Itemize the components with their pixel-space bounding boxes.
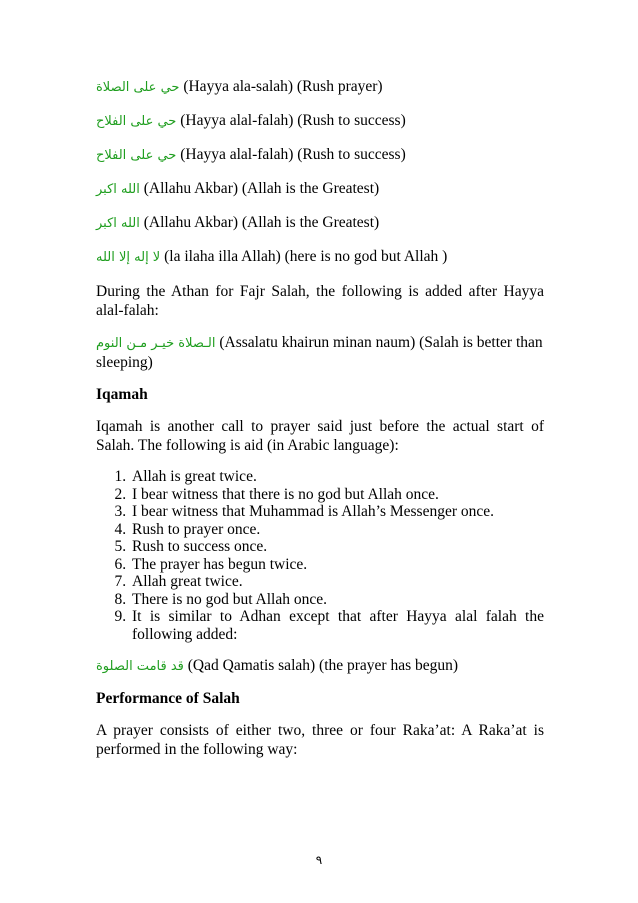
list-item: 1. Allah is great twice. (130, 468, 544, 486)
performance-heading: Performance of Salah (96, 690, 240, 707)
arabic-text: الـصلاة خيـر مـن النوم (96, 336, 216, 351)
iqamah-added-line (96, 656, 544, 676)
athan-line-2 (96, 112, 544, 131)
athan-line-4 (96, 180, 544, 199)
arabic-text: لا إله إلا الله (96, 250, 161, 265)
iqamah-heading: Iqamah (96, 386, 148, 403)
arabic-text: حي على الصلاة (96, 80, 180, 95)
athan-line-3 (96, 146, 544, 165)
transliteration-text: (Hayya alal-falah) (Rush to success) (180, 146, 406, 163)
transliteration-text: (Hayya alal-falah) (Rush to success) (180, 112, 406, 129)
list-item: 3. I bear witness that Muhammad is Allah’s Messenger once. (130, 503, 544, 521)
transliteration-text: (Allahu Akbar) (Allah is the Greatest) (143, 214, 380, 231)
fajr-addition-line (96, 333, 544, 372)
page-number: ٩ (315, 853, 323, 867)
list-item: 8. There is no god but Allah once. (130, 591, 544, 609)
fajr-note: During the Athan for Fajr Salah, the following is added after Hayya alal-falah: (96, 283, 544, 319)
arabic-text: حي على الفلاح (96, 114, 177, 129)
arabic-text: الله اكبر (96, 182, 140, 197)
list-item: 9. It is similar to Adhan except that after Hayya alal falah the following added: (130, 608, 544, 643)
transliteration-text: (Hayya ala-salah) (Rush prayer) (183, 78, 383, 95)
list-item: 5. Rush to success once. (130, 538, 544, 556)
transliteration-text: (la ilaha illa Allah) (here is no god but Allah ) (164, 248, 448, 265)
athan-line-1 (96, 78, 544, 97)
iqamah-steps-list (96, 468, 544, 643)
arabic-text: الله اكبر (96, 216, 140, 231)
list-item: 7. Allah great twice. (130, 573, 544, 591)
transliteration-text: (Qad Qamatis salah) (the prayer has begun) (187, 657, 459, 674)
performance-intro: A prayer consists of either two, three or four Raka’at: A Raka’at is performed in the following way: (96, 722, 544, 758)
iqamah-intro: Iqamah is another call to prayer said just before the actual start of Salah. The following is aid (in Arabic language): (96, 418, 544, 454)
transliteration-text: (Allahu Akbar) (Allah is the Greatest) (143, 180, 380, 197)
arabic-text: قد قامت الصلوة (96, 659, 184, 674)
list-item: 6. The prayer has begun twice. (130, 556, 544, 574)
list-item: 2. I bear witness that there is no god but Allah once. (130, 486, 544, 504)
document-page (96, 78, 544, 772)
transliteration-text: (Assalatu khairun minan naum) (Salah is better than sleeping) (96, 334, 543, 371)
athan-line-6 (96, 248, 544, 267)
list-item: 4. Rush to prayer once. (130, 521, 544, 539)
arabic-text: حي على الفلاح (96, 148, 177, 163)
athan-line-5 (96, 214, 544, 233)
